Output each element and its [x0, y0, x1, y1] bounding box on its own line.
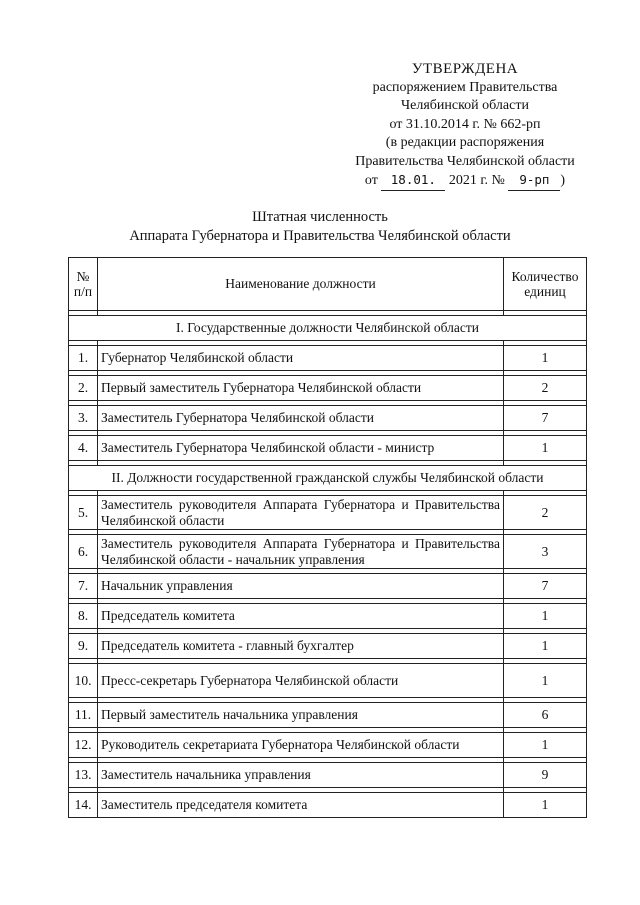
unit-count: 1	[504, 436, 587, 461]
table-row	[69, 376, 587, 401]
unit-count: 1	[504, 664, 587, 698]
row-number: 4.	[69, 436, 98, 461]
approval-line-3: от 31.10.2014 г. № 662-рп	[389, 116, 541, 132]
row-number: 9.	[69, 634, 98, 659]
section-title: II. Должности государственной гражданской службы Челябинской области	[69, 466, 587, 491]
table-row	[69, 703, 587, 728]
title-line-2: Аппарата Губернатора и Правительства Челябинской области	[129, 227, 511, 244]
position-name: Губернатор Челябинской области	[98, 346, 504, 371]
approval-line-4: (в редакции распоряжения	[385, 135, 545, 150]
unit-count: 2	[504, 496, 587, 530]
approval-date: 18.01.	[381, 171, 445, 191]
table-row	[69, 406, 587, 431]
table-row	[69, 535, 587, 569]
table-row	[69, 574, 587, 599]
position-name: Заместитель начальника управления	[98, 763, 504, 788]
row-number: 13.	[69, 763, 98, 788]
position-name: Руководитель секретариата Губернатора Челябинской области	[98, 733, 504, 758]
unit-count: 9	[504, 763, 587, 788]
position-name: Заместитель руководителя Аппарата Губернатора и Правительства Челябинской области - начальник управления	[98, 535, 504, 569]
unit-count: 1	[504, 346, 587, 371]
position-name: Пресс-секретарь Губернатора Челябинской области	[98, 664, 504, 698]
table-row	[69, 664, 587, 698]
section-row-2	[69, 466, 587, 491]
header-qty	[504, 258, 587, 311]
unit-count: 1	[504, 634, 587, 659]
header-qty-line-1: Количество	[511, 268, 579, 284]
row-number: 12.	[69, 733, 98, 758]
table-header-row	[69, 258, 587, 311]
header-num-line-1: №	[76, 268, 90, 284]
row-number: 2.	[69, 376, 98, 401]
approval-year: 2021 г. №	[448, 173, 505, 188]
position-name: Председатель комитета - главный бухгалтер	[98, 634, 504, 659]
unit-count: 7	[504, 574, 587, 599]
unit-count: 2	[504, 376, 587, 401]
unit-count: 7	[504, 406, 587, 431]
approval-line-6	[330, 171, 600, 191]
position-name: Начальник управления	[98, 574, 504, 599]
header-num-line-2: п/п	[73, 284, 93, 299]
position-name: Заместитель руководителя Аппарата Губернатора и Правительства Челябинской области	[98, 496, 504, 530]
section-title: I. Государственные должности Челябинской области	[69, 316, 587, 341]
table-row	[69, 436, 587, 461]
staff-table	[68, 257, 587, 818]
row-number: 6.	[69, 535, 98, 569]
row-number: 5.	[69, 496, 98, 530]
table-row	[69, 634, 587, 659]
table-row	[69, 496, 587, 530]
table-row	[69, 604, 587, 629]
table-row	[69, 793, 587, 818]
approval-line-5: Правительства Челябинской области	[355, 153, 575, 169]
position-name: Председатель комитета	[98, 604, 504, 629]
unit-count: 1	[504, 793, 587, 818]
unit-count: 6	[504, 703, 587, 728]
table-row	[69, 346, 587, 371]
table-row	[69, 733, 587, 758]
table-row	[69, 763, 587, 788]
unit-count: 1	[504, 604, 587, 629]
approval-close: )	[560, 173, 566, 188]
position-name: Заместитель Губернатора Челябинской области	[98, 406, 504, 431]
position-name: Первый заместитель начальника управления	[98, 703, 504, 728]
row-number: 14.	[69, 793, 98, 818]
approval-line-2: Челябинской области	[401, 98, 529, 113]
table-body	[69, 311, 587, 818]
row-number: 3.	[69, 406, 98, 431]
approval-heading: УТВЕРЖДЕНА	[411, 61, 519, 77]
title-line-1: Штатная численность	[252, 209, 388, 225]
row-number: 10.	[69, 664, 98, 698]
position-name: Первый заместитель Губернатора Челябинской области	[98, 376, 504, 401]
section-row-1	[69, 316, 587, 341]
row-number: 11.	[69, 703, 98, 728]
document-title	[60, 208, 580, 245]
header-qty-line-2: единиц	[524, 284, 566, 299]
position-name: Заместитель председателя комитета	[98, 793, 504, 818]
header-name: Наименование должности	[98, 258, 504, 311]
row-number: 7.	[69, 574, 98, 599]
approval-ot: от	[364, 173, 378, 188]
unit-count: 3	[504, 535, 587, 569]
header-num	[69, 258, 98, 311]
row-number: 8.	[69, 604, 98, 629]
unit-count: 1	[504, 733, 587, 758]
approval-block	[330, 60, 600, 191]
position-name: Заместитель Губернатора Челябинской области - министр	[98, 436, 504, 461]
approval-line-1: распоряжением Правительства	[372, 79, 558, 95]
row-number: 1.	[69, 346, 98, 371]
approval-number: 9-рп	[508, 171, 560, 191]
